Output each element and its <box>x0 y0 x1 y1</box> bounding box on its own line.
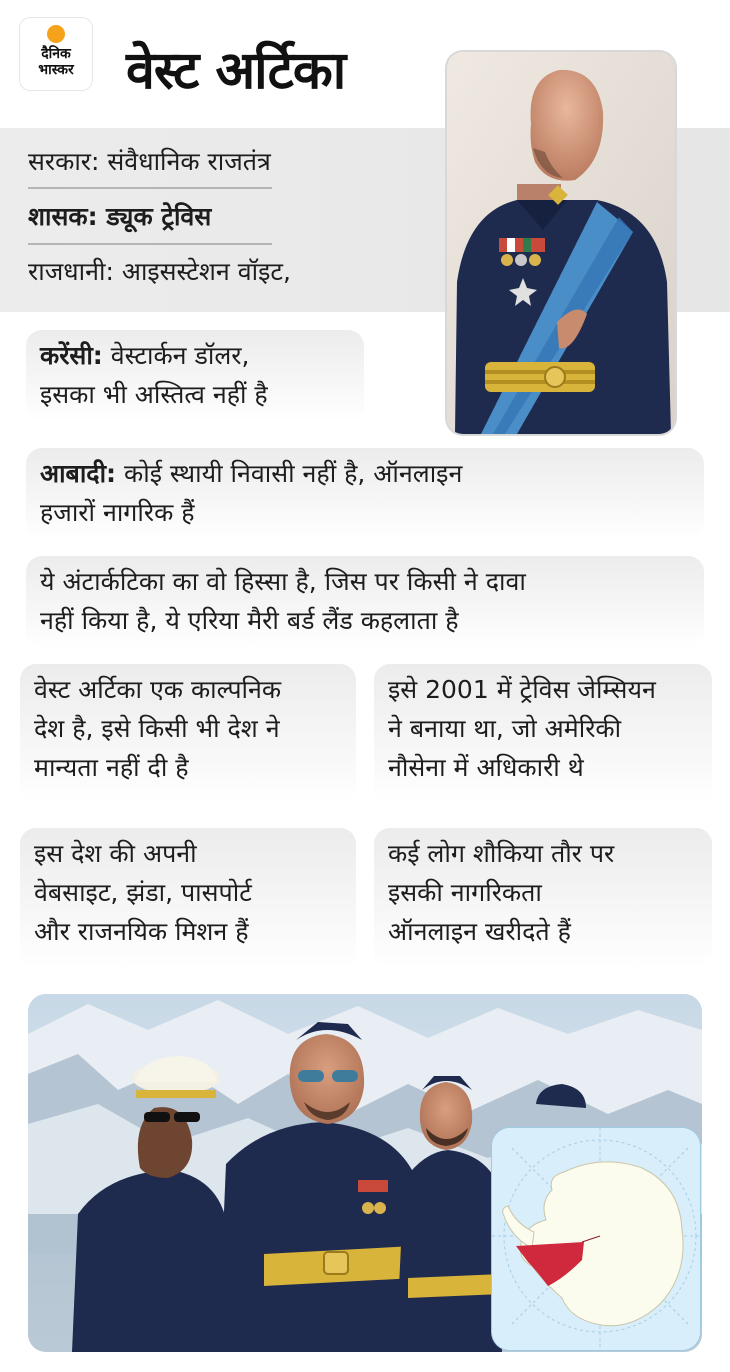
citizenship-line-2: इसकी नागरिकता <box>388 878 542 907</box>
citizenship-line-1: कई लोग शौकिया तौर पर <box>388 839 615 868</box>
population-card <box>26 448 704 540</box>
currency-value: वेस्टार्कन डॉलर, <box>110 341 250 370</box>
citizenship-card <box>374 828 712 968</box>
currency-card <box>26 330 364 422</box>
website-line-1: इस देश की अपनी <box>34 839 197 868</box>
founded-line-3: नौसेना में अधिकारी थे <box>388 753 584 782</box>
government-row <box>28 147 271 177</box>
citizenship-line-3: ऑनलाइन खरीदते हैं <box>388 917 571 946</box>
website-line-2: वेबसाइट, झंडा, पासपोर्ट <box>34 878 252 907</box>
info-divider <box>28 187 272 189</box>
logo-line-1: दैनिक <box>41 46 71 62</box>
population-label: आबादी: <box>40 459 117 488</box>
fictional-country-card <box>20 664 356 804</box>
government-label: सरकार: <box>28 147 100 176</box>
founded-line-1: इसे 2001 में ट्रेविस जेम्सियन <box>388 675 656 704</box>
page-title: वेस्ट अर्टिका <box>126 41 346 101</box>
dainik-bhaskar-logo <box>20 18 92 90</box>
population-line-1 <box>40 454 690 493</box>
capital-row <box>28 257 291 287</box>
population-value: कोई स्थायी निवासी नहीं है, ऑनलाइन <box>124 459 463 488</box>
sun-icon <box>47 25 65 43</box>
website-line-3: और राजनयिक मिशन हैं <box>34 917 249 946</box>
founded-card <box>374 664 712 804</box>
founded-line-2: ने बनाया था, जो अमेरिकी <box>388 714 622 743</box>
capital-label: राजधानी: <box>28 257 114 286</box>
fictional-line-2: देश है, इसे किसी भी देश ने <box>34 714 280 743</box>
location-line-2: नहीं किया है, ये एरिया मैरी बर्ड लैंड कहलाता है <box>40 606 459 635</box>
ruler-row <box>28 202 211 232</box>
currency-label: करेंसी: <box>40 341 103 370</box>
location-line-1: ये अंटार्कटिका का वो हिस्सा है, जिस पर किसी ने दावा <box>40 567 526 596</box>
government-value: संवैधानिक राजतंत्र <box>107 147 271 176</box>
duke-travis-portrait <box>447 52 675 434</box>
population-line-2: हजारों नागरिक हैं <box>40 498 195 527</box>
ruler-text: शासक: ड्यूक ट्रेविस <box>28 202 212 231</box>
info-divider <box>28 243 272 245</box>
currency-line-1 <box>40 336 350 375</box>
fictional-line-3: मान्यता नहीं दी है <box>34 753 189 782</box>
logo-text <box>20 46 92 78</box>
logo-line-2: भास्कर <box>38 62 74 78</box>
capital-value: आइसस्टेशन वॉइट, <box>121 257 291 286</box>
antarctica-map-inset <box>492 1128 700 1350</box>
fictional-line-1: वेस्ट अर्टिका एक काल्पनिक <box>34 675 282 704</box>
location-card <box>26 556 704 648</box>
website-card <box>20 828 356 968</box>
currency-line-2: इसका भी अस्तित्व नहीं है <box>40 380 268 409</box>
